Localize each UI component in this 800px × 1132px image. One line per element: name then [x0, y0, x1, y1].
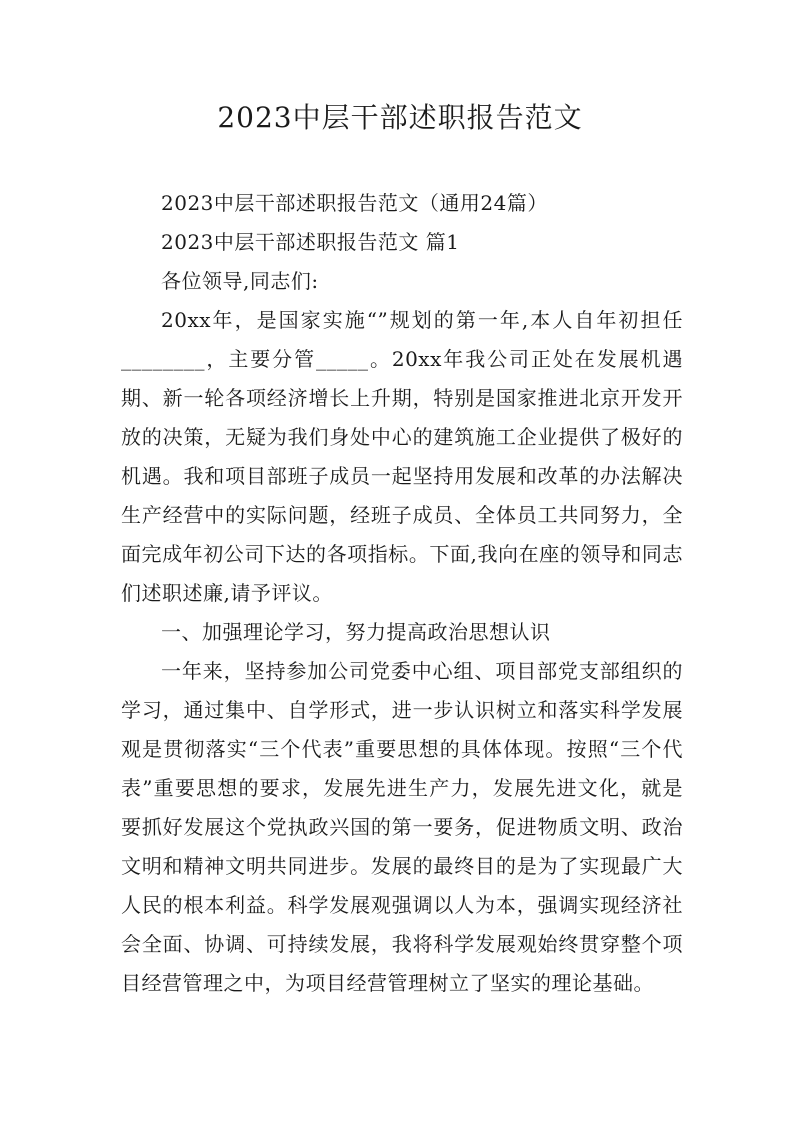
paragraph-theory-study: 一年来，坚持参加公司党委中心组、项目部党支部组织的学习，通过集中、自学形式，进一步认识树立和落实科学发展观是贯彻落实“三个代表”重要思想的具体体现。按照“三个代表”重要思想的要求，发展先进生产力，发展先进文化，就是要抓好发展这个党执政兴国的第一要务，促进物质文明、政治文明和精神文明共同进步。发展的最终目的是为了实现最广大人民的根本利益。科学发展观强调以人为本，强调实现经济社会全面、协调、可持续发展，我将科学发展观始终贯穿整个项目经营管理之中，为项目经营管理树立了坚实的理论基础。	[121, 659, 683, 995]
salutation: 各位领导,同志们:	[161, 269, 319, 293]
paragraph-intro: 20xx年，是国家实施“”规划的第一年,本人自年初担任________，主要分管_____。20xx年我公司正处在发展机遇期、新一轮各项经济增长上升期，特别是国家推进北京开发开放的决策，无疑为我们身处中心的建筑施工企业提供了极好的机遇。我和项目部班子成员一起坚持用发展和改革的办法解决生产经营中的实际问题，经班子成员、全体员工共同努力，全面完成年初公司下达的各项指标。下面,我向在座的领导和同志们述职述廉,请予评议。	[121, 308, 683, 605]
document-title: 2023中层干部述职报告范文	[217, 101, 583, 134]
article-heading: 2023中层干部述职报告范文 篇1	[161, 230, 460, 254]
document-body	[121, 184, 683, 1003]
section-heading-1: 一、加强理论学习，努力提高政治思想认识	[161, 620, 551, 644]
document-subtitle: 2023中层干部述职报告范文（通用24篇）	[161, 191, 548, 215]
